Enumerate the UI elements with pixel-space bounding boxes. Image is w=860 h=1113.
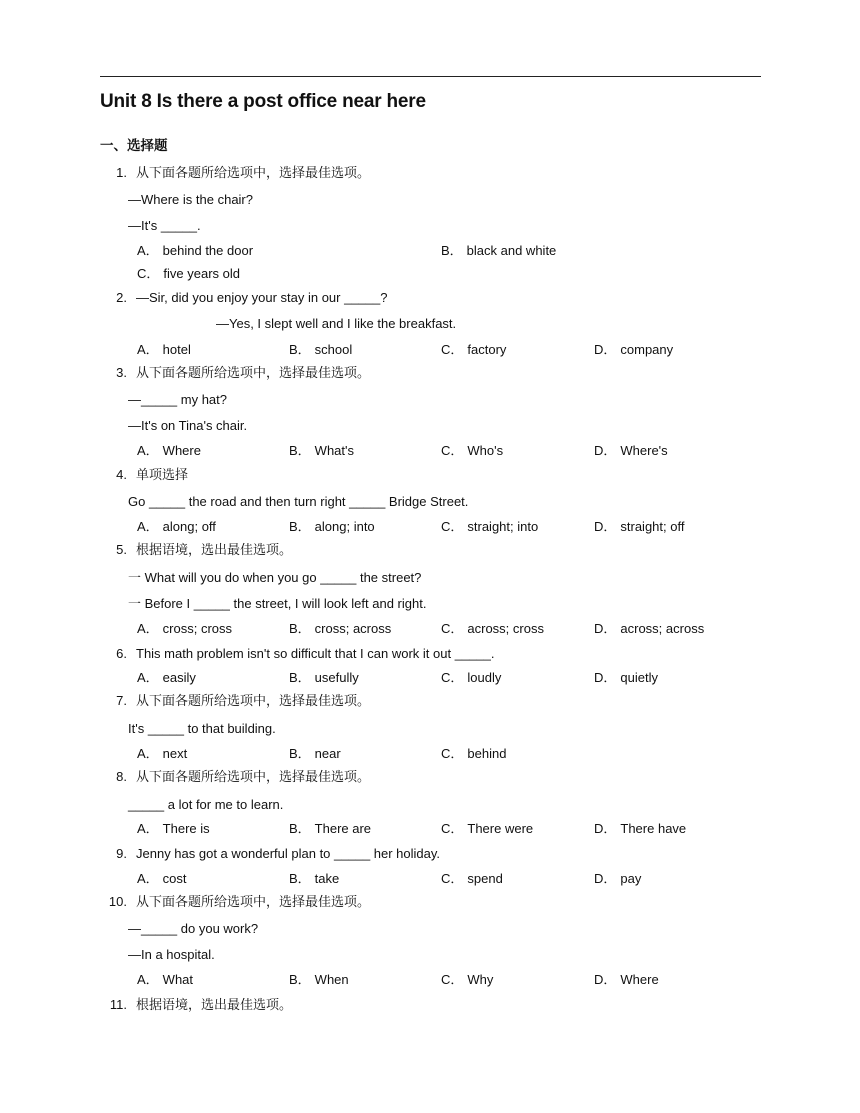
option-letter: B． [289,746,311,761]
option-letter: B． [289,342,311,357]
answer-option[interactable] [289,620,391,638]
question-number: 8. [116,769,127,784]
option-text: hotel [162,342,191,357]
option-letter: A． [137,519,159,534]
option-letter: B． [289,972,311,987]
option-letter: C． [441,821,464,836]
answer-option[interactable] [594,620,704,638]
option-text: straight; into [467,519,539,534]
option-text: usefully [314,670,359,685]
option-text: next [162,746,188,761]
option-letter: D． [594,519,617,534]
option-letter: B． [289,871,311,886]
answer-option[interactable] [594,971,659,989]
answer-option[interactable] [441,341,506,359]
option-letter: C． [441,342,464,357]
answer-option[interactable] [137,341,191,359]
option-text: quietly [620,670,658,685]
option-text: cost [162,871,187,886]
option-letter: B． [289,519,311,534]
question-line: It's _____ to that building. [128,721,276,736]
question-line: —_____ do you work? [128,921,259,936]
option-text: Where [162,443,201,458]
option-letter: A． [137,821,159,836]
answer-option[interactable] [441,745,506,763]
question-number: 7. [116,693,127,708]
answer-option[interactable] [289,870,339,888]
question-line: 一 What will you do when you go _____ the street? [128,570,422,585]
option-letter: A． [137,871,159,886]
option-letter: C． [441,871,464,886]
question-stem: Jenny has got a wonderful plan to _____ her holiday. [136,846,441,861]
option-text: Why [467,972,494,987]
option-text: behind [467,746,507,761]
answer-option[interactable] [289,442,354,460]
option-letter: C． [441,746,464,761]
question-stem: 从下面各题所给选项中，选择最佳选项。 [136,693,371,708]
option-text: When [314,972,349,987]
question-stem: 单项选择 [136,467,189,482]
option-text: There are [314,821,372,836]
answer-option[interactable] [137,971,193,989]
answer-option[interactable] [594,669,658,687]
question-stem: This math problem isn't so difficult that I can work it out _____. [136,646,495,661]
option-letter: A． [137,342,159,357]
question-stem: 从下面各题所给选项中，选择最佳选项。 [136,165,371,180]
option-text: across; cross [467,621,544,636]
option-letter: A． [137,746,159,761]
option-text: along; off [162,519,216,534]
answer-option[interactable] [594,820,686,838]
answer-option[interactable] [594,442,668,460]
answer-option[interactable] [441,971,493,989]
option-text: cross; cross [162,621,233,636]
question-stem: —Sir, did you enjoy your stay in our _____? [136,290,388,305]
answer-option[interactable] [441,620,544,638]
option-letter: D． [594,972,617,987]
option-text: five years old [163,266,240,281]
option-text: spend [467,871,503,886]
section-heading: 一、选择题 [100,138,168,153]
answer-option[interactable] [289,669,359,687]
question-number: 1. [116,165,127,180]
question-number: 6. [116,646,127,661]
answer-option[interactable] [594,341,673,359]
option-letter: B． [289,443,311,458]
question-line: —It's _____. [128,218,201,233]
answer-option[interactable] [441,870,503,888]
answer-option[interactable] [289,820,371,838]
option-text: pay [620,871,642,886]
question-line: —_____ my hat? [128,392,228,407]
option-letter: A． [137,621,159,636]
answer-option[interactable] [137,669,196,687]
option-letter: C． [441,670,464,685]
answer-option[interactable] [441,820,533,838]
option-letter: A． [137,972,159,987]
question-stem: 根据语境，选出最佳选项。 [136,997,293,1012]
option-text: Where [620,972,659,987]
option-letter: C． [441,519,464,534]
question-number: 9. [116,846,127,861]
answer-option[interactable] [441,442,503,460]
answer-option[interactable] [137,745,187,763]
option-letter: D． [594,670,617,685]
option-text: near [314,746,341,761]
question-stem: 从下面各题所给选项中，选择最佳选项。 [136,894,371,909]
answer-option[interactable] [137,820,210,838]
answer-option[interactable] [137,265,240,283]
answer-option[interactable] [441,669,501,687]
option-letter: D． [594,871,617,886]
question-number: 2. [116,290,127,305]
option-letter: B． [441,243,463,258]
option-letter: B． [289,621,311,636]
question-line: Go _____ the road and then turn right _____ Bridge Street. [128,494,469,509]
option-letter: C． [441,972,464,987]
option-text: across; across [620,621,705,636]
option-letter: C． [137,266,160,281]
option-text: loudly [467,670,502,685]
answer-option[interactable] [137,242,253,260]
answer-option[interactable] [289,745,341,763]
question-number: 4. [116,467,127,482]
answer-option[interactable] [137,518,216,536]
option-text: There have [620,821,687,836]
option-letter: D． [594,621,617,636]
option-text: Where's [620,443,668,458]
option-letter: B． [289,821,311,836]
option-text: school [314,342,353,357]
question-stem: 根据语境，选出最佳选项。 [136,542,293,557]
question-line: —Where is the chair? [128,192,253,207]
question-stem: 从下面各题所给选项中，选择最佳选项。 [136,769,371,784]
option-text: straight; off [620,519,685,534]
option-letter: D． [594,821,617,836]
option-text: Who's [467,443,504,458]
answer-option[interactable] [594,870,641,888]
option-text: easily [162,670,196,685]
option-letter: A． [137,443,159,458]
question-stem: 从下面各题所给选项中，选择最佳选项。 [136,365,371,380]
answer-option[interactable] [441,242,556,260]
option-text: black and white [466,243,557,258]
option-letter: C． [441,443,464,458]
option-text: factory [467,342,507,357]
answer-option[interactable] [289,518,375,536]
option-letter: A． [137,243,159,258]
question-number: 11. [109,997,127,1012]
option-letter: D． [594,443,617,458]
option-text: cross; across [314,621,392,636]
question-number: 5. [116,542,127,557]
page-title: Unit 8 Is there a post office near here [100,91,426,112]
top-rule [100,76,761,77]
answer-option[interactable] [137,442,201,460]
option-letter: C． [441,621,464,636]
question-line: 一 Before I _____ the street, I will look left and right. [128,596,427,611]
question-number: 3. [116,365,127,380]
question-line: —It's on Tina's chair. [128,418,248,433]
option-letter: B． [289,670,311,685]
option-text: There is [162,821,210,836]
question-line: _____ a lot for me to learn. [128,797,284,812]
option-letter: A． [137,670,159,685]
option-text: behind the door [162,243,254,258]
option-text: What [162,972,194,987]
option-text: company [620,342,674,357]
answer-option[interactable] [137,620,232,638]
answer-option[interactable] [594,518,684,536]
option-text: along; into [314,519,375,534]
answer-option[interactable] [289,971,349,989]
option-letter: D． [594,342,617,357]
question-line: —Yes, I slept well and I like the breakfast. [216,316,457,331]
question-line: —In a hospital. [128,947,215,962]
option-text: take [314,871,340,886]
answer-option[interactable] [137,870,187,888]
question-number: 10. [108,894,127,909]
answer-option[interactable] [289,341,352,359]
answer-option[interactable] [441,518,538,536]
option-text: What's [314,443,354,458]
option-text: There were [467,821,534,836]
